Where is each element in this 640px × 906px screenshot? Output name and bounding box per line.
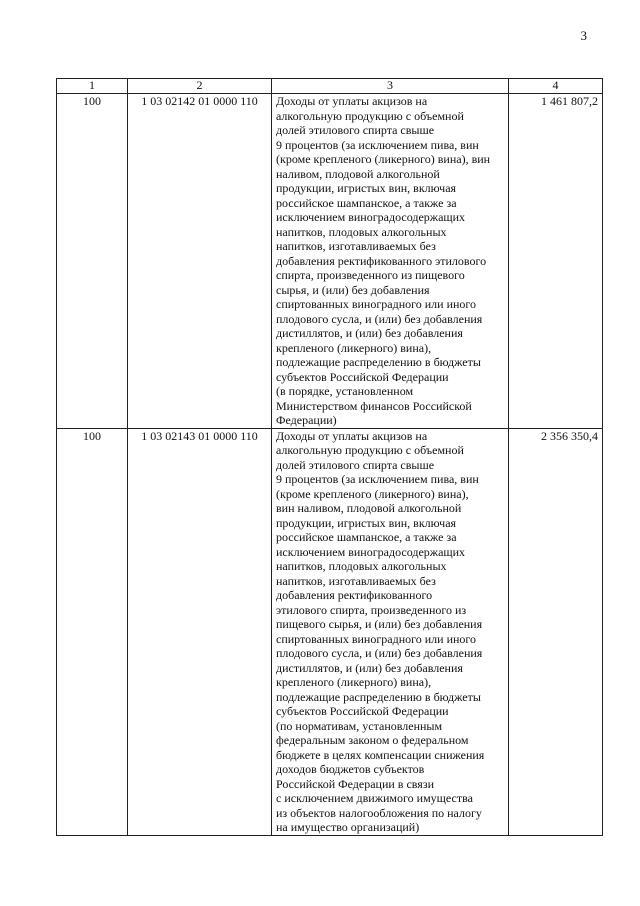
revenue-table xyxy=(56,78,603,836)
revenue-name-cell: Доходы от уплаты акцизов на алкогольную продукцию с объемной долей этилового спирта свыше 9 процентов (за исключением пива, вин (кроме крепленого (ликерного) вина), вин наливом, плодовой алкогольной продукции, игристых вин, включая российское шампанское, а также за исключением виноградосодержащих напитков, плодовых алкогольных напитков, изготавливаемых без добавления ректификованного этилового спирта, произведенного из пищевого сырья, и (или) без добавления спиртованных виноградного или иного плодового сусла, и (или) без добавления дистиллятов, и (или) без добавления крепленого (ликерного) вина), подлежащие распределению в бюджеты субъектов Российской Федерации (в порядке, установленном Министерством финансов Российской Федерации) xyxy=(272,94,509,429)
page-number: 3 xyxy=(580,28,587,43)
column-header-3: 3 xyxy=(272,79,509,94)
table-row xyxy=(57,428,603,835)
amount-cell: 1 461 807,2 xyxy=(509,94,603,429)
revenue-code-cell: 1 03 02143 01 0000 110 xyxy=(128,428,272,835)
amount-cell: 2 356 350,4 xyxy=(509,428,603,835)
column-header-4: 4 xyxy=(509,79,603,94)
admin-code-cell: 100 xyxy=(57,428,128,835)
column-header-1: 1 xyxy=(57,79,128,94)
revenue-name-cell: Доходы от уплаты акцизов на алкогольную продукцию с объемной долей этилового спирта свыше 9 процентов (за исключением пива, вин (кроме крепленого (ликерного) вина), вин наливом, плодовой алкогольной продукции, игристых вин, включая российское шампанское, а также за исключением виноградосодержащих напитков, плодовых алкогольных напитков, изготавливаемых без добавления ректификованного этилового спирта, произведенного из пищевого сырья, и (или) без добавления спиртованных виноградного или иного плодового сусла, и (или) без добавления дистиллятов, и (или) без добавления крепленого (ликерного) вина), подлежащие распределению в бюджеты субъектов Российской Федерации (по нормативам, установленным федеральным законом о федеральном бюджете в целях компенсации снижения доходов бюджетов субъектов Российской Федерации в связи с исключением движимого имущества из объектов налогообложения по налогу на имущество организаций) xyxy=(272,428,509,835)
table-header-row xyxy=(57,79,603,94)
admin-code-cell: 100 xyxy=(57,94,128,429)
column-header-2: 2 xyxy=(128,79,272,94)
revenue-code-cell: 1 03 02142 01 0000 110 xyxy=(128,94,272,429)
table-row xyxy=(57,94,603,429)
